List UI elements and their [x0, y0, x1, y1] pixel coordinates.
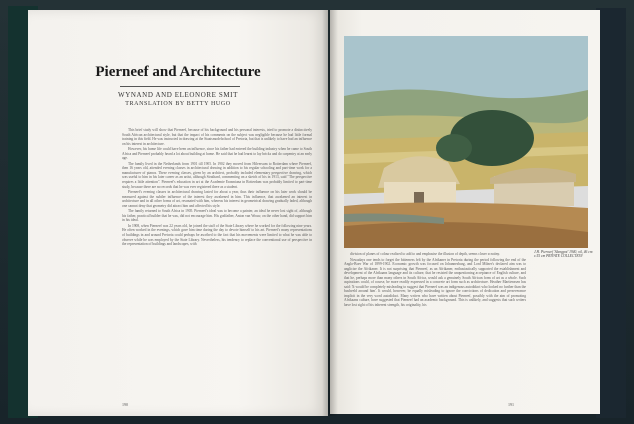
page-number-left: 190 — [122, 402, 128, 407]
book-cover-right — [596, 8, 626, 418]
painting-image — [344, 36, 588, 248]
painting-caption: J.H. Pierneef 'Slangpot' 1940, oil, 46 cm x 55 cm PRIVATE COLLECTION — [534, 250, 593, 259]
paragraph: This brief study will show that Pierneef, because of his background and his personal interests, tried to promote a distinctively South African architectural style, but that the impact of his comments on the subject was negligible because he had little formal training in this field. He was instructed in drawing at the Staatsmodelschool of Pretoria, but that is unlikely to have had an influence on his interest in architecture. — [122, 128, 312, 146]
painting-tree-small — [436, 134, 472, 162]
article-title: Pierneef and Architecture — [95, 64, 261, 80]
article-authors: WYNAND AND ELEONORE SMIT — [118, 91, 238, 99]
paragraph: However, his home life could have been an influence, since his father had entered the building industry when he came to South Africa and Pierneef probably heard a lot about building at home. He said that he had learnt to lay bricks and do carpentry at an early age. — [122, 147, 312, 161]
paragraph: Pierneef's evening classes in architectural drawing lasted for about a year, thus their influence on his later work should be measured against the subtler influence of the interest they awakened in him. This influence, that awakened an interest in architecture and in all other forms of art, resonated with him, whereas his interest in geometrical drawing gradually faded, although one cannot deny that geometry did attract him and affected his style. — [122, 190, 312, 208]
article-translator: TRANSLATION BY BETTY HUGO — [125, 101, 231, 107]
paragraph: In 1908, when Pierneef was 22 years old, he joined the staff of the State Library where he worked for the following nine years. He often worked in the evenings, which gave him time during the day to devote himself to his art. Pierneef's many representations of buildings in and around Pretoria could perhaps be ascribed to the fact that his movements were limited to what he was able to observe while he was employed by the State Library. Nevertheless, his tendency to replace the conventional use of perspective in the representation of buildings and landscapes, with — [122, 223, 312, 247]
paragraph: division of planes of colour realised to add to and emphasise the illusion of depth, seems closer scrutiny. — [350, 252, 500, 256]
book-gutter — [322, 10, 338, 416]
title-divider — [120, 86, 240, 87]
painting-illustration — [344, 36, 588, 248]
left-body-text — [122, 128, 312, 398]
paragraph: The family returned to South Africa in 1905. Pierneef's ideal was to become a painter, an ideal he never lost sight of, although his father, practical builder that he was, did not encourage him. His godfather, Anton van Wouw, on the other hand, did support him in his ideal. — [122, 209, 312, 223]
right-body-text — [344, 252, 526, 402]
paragraph: Nowadays one tends to forget the bitterness felt by the Afrikaner in Pretoria during the period following the end of the Anglo-Boer War of 1899-1902. Economic growth was focused on Johannesburg, and Lord Milner's declared aim was to anglicise the Afrikaner. It is not surprising that Pierneef, as an Afrikaner, enthusiastically supported the establishment and development of the Afrikaans language and its culture, that he resisted the unquestioning acceptance of English culture, and that he, perhaps more than many others in South Africa, would ask a genuinely South African form of art as a whole. Such aspirations could, of course, be more readily expressed in a concrete art form such as architecture. Heather Martienssen has said: 'It would be completely misleading to suggest that Pierneef was an indigenous autodidact who looked no further than the bushveld around him'. It would, however, be equally misleading to ignore the convictions of dedication and perseverance implicit in the very word autodidact. Many writers who have written about Pierneef, possibly with the aim of promoting Afrikaans culture, have suggested that Pierneef had an academic background. This is unlikely, and suggests that such writers have lost sight of his inherent strength, his originality, his — [344, 257, 526, 308]
paragraph: The family lived in the Netherlands from 1901 till 1905. In 1902 they moved from Hilversum to Rotterdam where Pierneef, then 16 years old, attended evening classes in architectural drawing in addition to his regular schooling and part-time work for a manufacturer of pianos. These evening classes, given by an architect, probably included elementary perspective drawing, which was useful to him in his later career as an artist, although Strathard, commenting on a sketch of his in 1913, said "The perspective requires a little attention". Pierneef's education in art at the Academie Erasmiana in Rotterdam was probably limited to part-time study, because there are no records that he was ever registered there as a student. — [122, 161, 312, 189]
page-number-right: 191 — [508, 402, 514, 407]
